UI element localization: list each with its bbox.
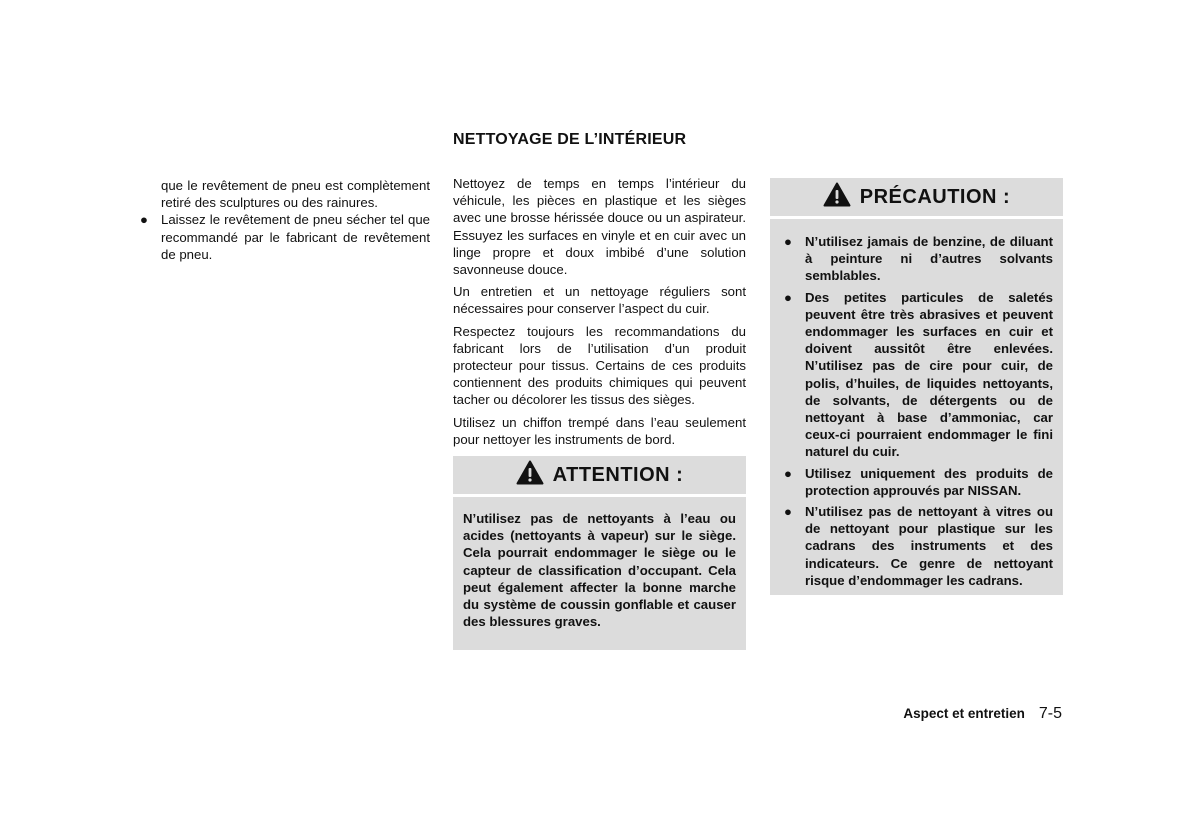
- list-item-text: N’utilisez jamais de benzine, de diluant à peinture ni d’autres solvants semblables.: [805, 234, 1053, 284]
- bullet-icon: ●: [140, 212, 148, 228]
- page-footer: [903, 705, 1062, 723]
- precaution-list: [770, 219, 1063, 589]
- list-item: [137, 211, 430, 263]
- bullet-text: Laissez le revêtement de pneu sécher tel que recommandé par le fabricant de revêtement de pneu.: [161, 212, 430, 262]
- continuation-text: que le revêtement de pneu est complètement retiré des sculptures ou des rainures.: [161, 178, 430, 211]
- bullet-icon: ●: [784, 234, 792, 249]
- list-item-text: Des petites particules de saletés peuvent être très abrasives et peuvent endommager les surfaces en cuir et doivent aussitôt être enlevées. N’utilisez pas de cire pour cuir, de polis, d’huiles, de liquides nettoyants, de solvants, de détergents ou de nettoyant à base d’ammoniac, car ceux-ci pourraient endommager le fini naturel du cuir.: [805, 289, 1053, 460]
- list-item: [780, 233, 1053, 285]
- list-item-text: N’utilisez pas de nettoyant à vitres ou de nettoyant pour plastique sur les cadrans des instruments et des indicateurs. Ce genre de nettoyant risque d’endommager les cadrans.: [805, 504, 1053, 588]
- paragraph: Nettoyez de temps en temps l’intérieur du véhicule, les pièces en plastique et les sièges avec une brosse hérissée douce ou un aspirateur. Essuyez les surfaces en vinyle et en cuir avec un linge propre et doux imbibé d’une solution savonneuse douce.: [453, 176, 746, 278]
- attention-header: [453, 456, 746, 494]
- list-item: [780, 289, 1053, 461]
- paragraph: Utilisez un chiffon trempé dans l’eau seulement pour nettoyer les instruments de bord.: [453, 414, 746, 447]
- list-item-text: Utilisez uniquement des produits de protection approuvés par NISSAN.: [805, 465, 1053, 498]
- section-title: NETTOYAGE DE L’INTÉRIEUR: [453, 131, 687, 148]
- attention-title: ATTENTION :: [552, 463, 684, 486]
- list-item: [780, 465, 1053, 499]
- warning-triangle-icon: [516, 460, 544, 491]
- attention-box: [453, 456, 746, 650]
- attention-body: N’utilisez pas de nettoyants à l’eau ou acides (nettoyants à vapeur) sur le siège. Cela pourrait endommager le siège ou le capteur de classification d’occupant. Cela peut également affecter la bonne marche du système de coussin gonflable et causer des blessures graves.: [463, 511, 736, 630]
- bullet-icon: ●: [784, 289, 792, 305]
- paragraph: Un entretien et un nettoyage réguliers sont nécessaires pour conserver l’aspect du cuir.: [453, 284, 746, 317]
- precaution-title: PRÉCAUTION :: [859, 185, 1011, 208]
- left-column: [137, 177, 430, 263]
- page-number: 7-5: [1038, 705, 1062, 722]
- paragraph: Respectez toujours les recommandations du fabricant lors de l’utilisation d’un produit protecteur pour tissus. Certains de ces produits contiennent des produits chimiques qui peuvent tacher ou décolorer les tissus des sièges.: [453, 323, 746, 408]
- warning-triangle-icon: [823, 182, 851, 213]
- footer-section-title: Aspect et entretien: [903, 706, 1025, 721]
- bullet-icon: ●: [784, 465, 792, 481]
- list-item: [780, 503, 1053, 589]
- bullet-icon: ●: [784, 504, 792, 520]
- middle-column: [453, 175, 746, 453]
- precaution-box: [770, 178, 1063, 595]
- precaution-header: [770, 178, 1063, 216]
